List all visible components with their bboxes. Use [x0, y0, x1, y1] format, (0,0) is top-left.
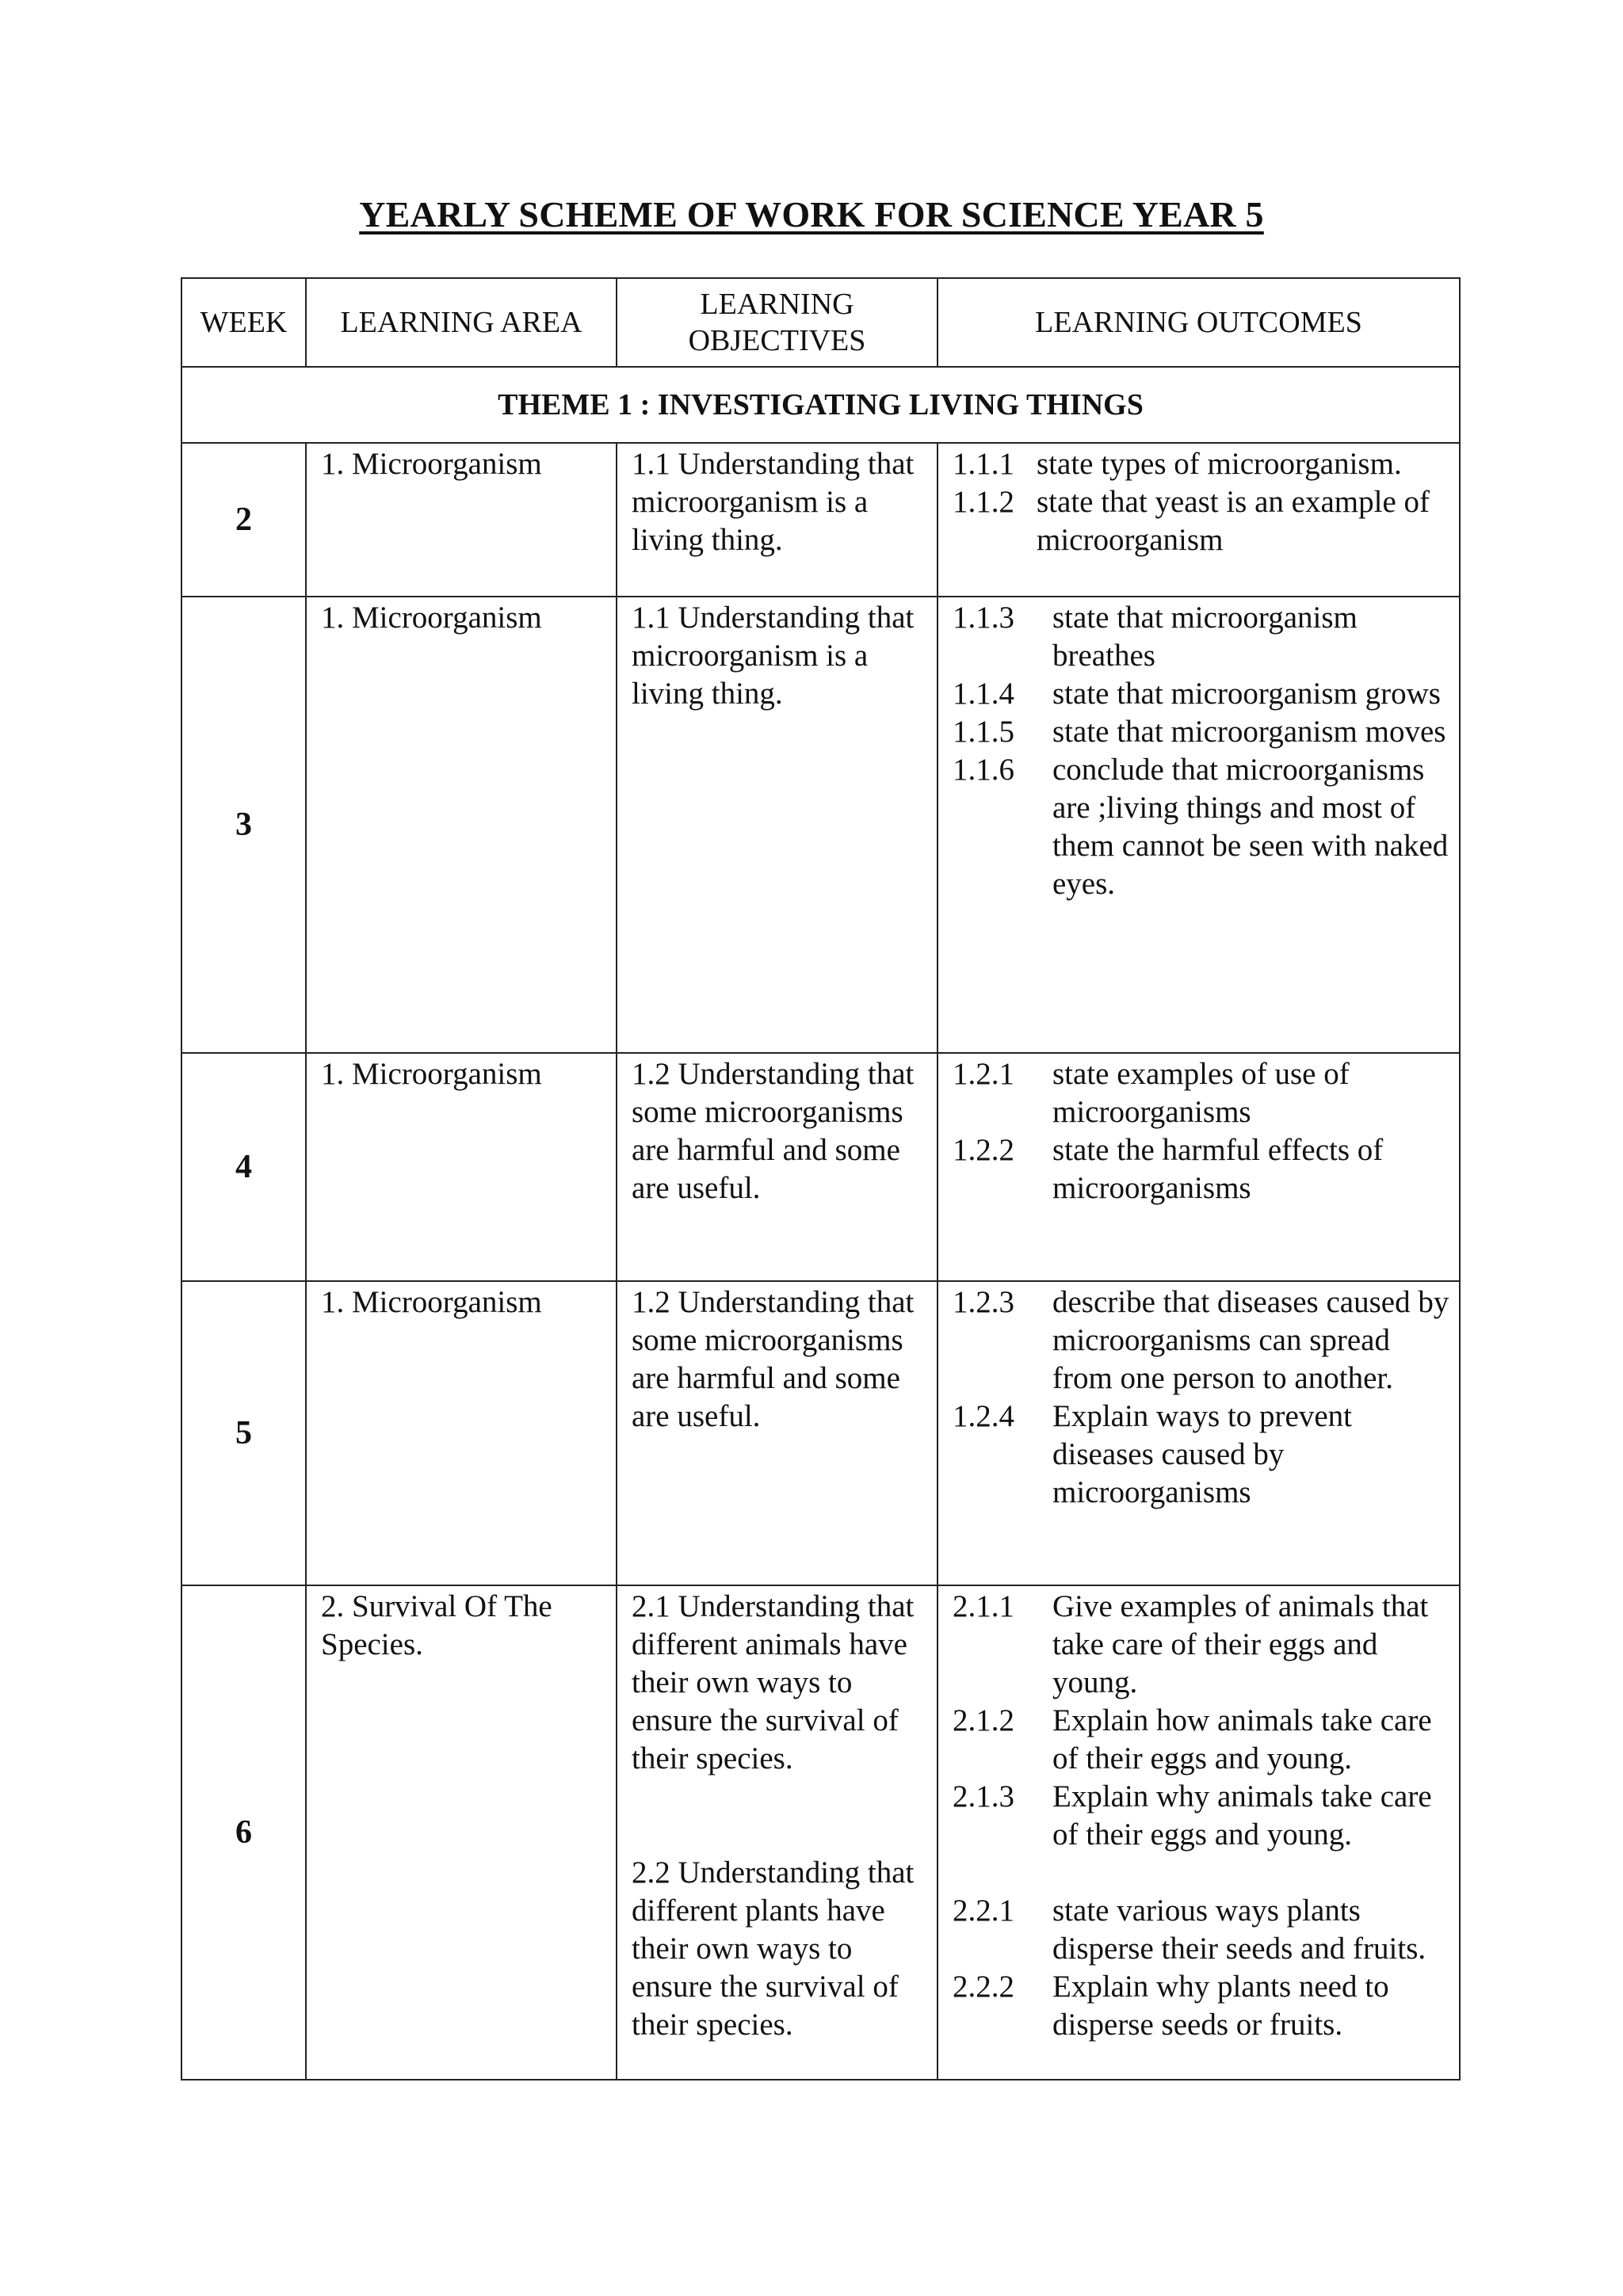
learning-area-text: 1. Microorganism [321, 601, 542, 635]
outcome-number: 2.2.1 [953, 1894, 1014, 1928]
table-row [181, 1585, 1460, 2080]
outcome-item [953, 1778, 1453, 1854]
outcome-item [953, 751, 1453, 903]
outcome-number: 2.1.2 [953, 1703, 1014, 1737]
outcome-number: 1.1.3 [953, 601, 1014, 635]
outcome-number: 1.1.1 [953, 447, 1014, 481]
outcome-number: 2.1.3 [953, 1779, 1014, 1814]
table-row [181, 443, 1460, 597]
week-number: 3 [181, 597, 306, 1053]
outcome-item [953, 713, 1453, 751]
learning-area [306, 443, 617, 597]
learning-outcomes-header: LEARNING OUTCOMES [938, 278, 1460, 367]
learning-area-header: LEARNING AREA [306, 278, 617, 367]
outcome-text: state that yeast is an example of microorganism [1037, 485, 1430, 557]
learning-objective [617, 1281, 938, 1585]
outcome-text: Explain how animals take care of their eggs and young. [1052, 1703, 1432, 1775]
scheme-table [181, 277, 1461, 2081]
learning-area [306, 1053, 617, 1281]
outcome-text: state that microorganism moves [1052, 715, 1446, 749]
learning-area [306, 597, 617, 1053]
outcome-item [953, 1892, 1453, 1968]
learning-area [306, 1585, 617, 2080]
objective-text: 1.1 Understanding that microorganism is a living thing. [632, 447, 915, 557]
week-number: 2 [181, 443, 306, 597]
header-row [181, 278, 1460, 367]
outcome-item [953, 1588, 1453, 1702]
outcome-text: state various ways plants disperse their seeds and fruits. [1052, 1894, 1426, 1966]
learning-area-text: 1. Microorganism [321, 1285, 542, 1319]
week-header: WEEK [181, 278, 306, 367]
learning-objective [617, 1585, 938, 2080]
outcome-text: state examples of use of microorganisms [1052, 1057, 1350, 1129]
outcome-number: 1.1.2 [953, 485, 1014, 519]
table-row [181, 1053, 1460, 1281]
outcome-number: 1.1.4 [953, 677, 1014, 711]
page-title: YEARLY SCHEME OF WORK FOR SCIENCE YEAR 5 [359, 194, 1264, 235]
outcome-text: Explain why animals take care of their eggs and young. [1052, 1779, 1432, 1852]
learning-area [306, 1281, 617, 1585]
learning-area-text: 1. Microorganism [321, 447, 542, 481]
outcome-item [953, 1398, 1453, 1512]
outcome-text: state types of microorganism. [1037, 447, 1402, 481]
learning-area-text: 1. Microorganism [321, 1057, 542, 1091]
outcome-text: describe that diseases caused by microorganisms can spread from one person to another. [1052, 1285, 1449, 1395]
objective-text: 1.2 Understanding that some microorganisms are harmful and some are useful. [632, 1057, 915, 1205]
table-row [181, 597, 1460, 1053]
outcome-number: 1.2.1 [953, 1057, 1014, 1091]
learning-objective [617, 597, 938, 1053]
outcome-number: 2.2.2 [953, 1970, 1014, 2004]
outcome-item [953, 445, 1453, 483]
learning-outcomes [938, 597, 1460, 1053]
outcome-number: 1.1.5 [953, 715, 1014, 749]
outcome-number: 1.2.3 [953, 1285, 1014, 1319]
objective-text: 1.2 Understanding that some microorganisms are harmful and some are useful. [632, 1285, 915, 1433]
learning-outcomes [938, 443, 1460, 597]
learning-area-text: 2. Survival Of The Species. [321, 1589, 552, 1661]
outcome-text: state that microorganism grows [1052, 677, 1441, 711]
outcome-text: Explain why plants need to disperse seeds or fruits. [1052, 1970, 1389, 2042]
outcome-text: conclude that microorganisms are ;living things and most of them cannot be seen with naked eyes. [1052, 753, 1449, 901]
outcome-item [953, 1702, 1453, 1778]
outcome-item [953, 1968, 1453, 2044]
outcome-number: 2.1.1 [953, 1589, 1014, 1623]
outcome-text: state the harmful effects of microorganisms [1052, 1133, 1384, 1205]
week-number: 5 [181, 1281, 306, 1585]
outcome-item [953, 599, 1453, 675]
theme-row [181, 367, 1460, 443]
learning-objective [617, 1053, 938, 1281]
outcome-text: Explain ways to prevent diseases caused by microorganisms [1052, 1399, 1352, 1509]
learning-outcomes [938, 1281, 1460, 1585]
outcome-number: 1.2.4 [953, 1399, 1014, 1433]
learning-objective [617, 443, 938, 597]
theme-heading: THEME 1 : INVESTIGATING LIVING THINGS [181, 367, 1460, 443]
outcome-text: Give examples of animals that take care of their eggs and young. [1052, 1589, 1429, 1699]
outcome-item [953, 1131, 1453, 1207]
outcome-number: 1.1.6 [953, 753, 1014, 787]
learning-objectives-header: LEARNING OBJECTIVES [617, 278, 938, 367]
objective-text: 1.1 Understanding that microorganism is a living thing. [632, 601, 915, 711]
outcome-number: 1.2.2 [953, 1133, 1014, 1167]
outcome-item [953, 675, 1453, 713]
outcome-item [953, 1055, 1453, 1131]
week-number: 4 [181, 1053, 306, 1281]
learning-outcomes [938, 1585, 1460, 2080]
outcome-item [953, 1283, 1453, 1398]
outcome-text: state that microorganism breathes [1052, 601, 1358, 673]
objective-text: 2.2 Understanding that different plants have their own ways to ensure the survival of their species. [632, 1855, 915, 2042]
objective-text: 2.1 Understanding that different animals have their own ways to ensure the survival of their species. [632, 1589, 915, 1775]
spacer [953, 1854, 1453, 1892]
outcome-item [953, 483, 1453, 559]
learning-outcomes [938, 1053, 1460, 1281]
week-number: 6 [181, 1585, 306, 2080]
table-row [181, 1281, 1460, 1585]
